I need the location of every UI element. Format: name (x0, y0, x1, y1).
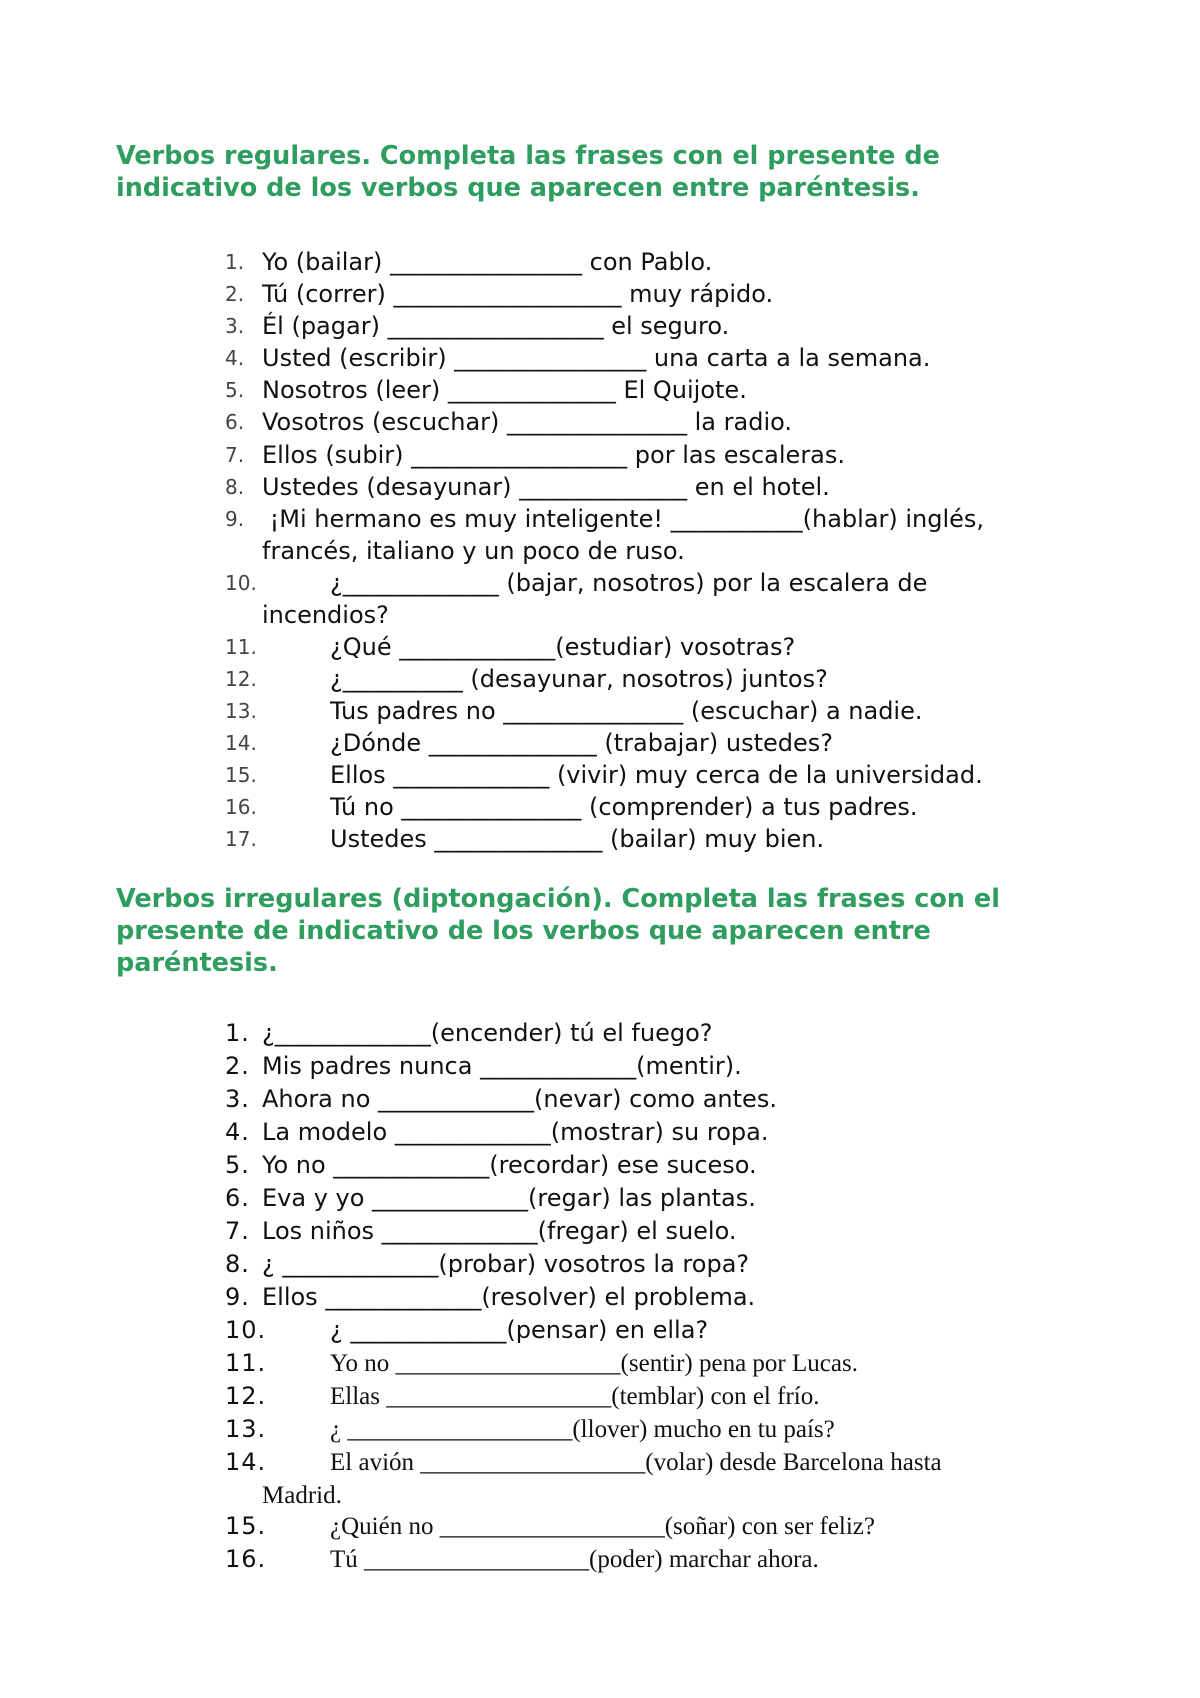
item-text: Usted (escribir) ________________ una carta a la semana. (262, 344, 931, 373)
list-item (0, 1149, 1200, 1182)
item-text: Tú (correr) ___________________ muy rápido. (262, 280, 774, 309)
item-text-continuation: incendios? (262, 600, 389, 629)
item-number: 10. (225, 1316, 267, 1344)
item-text: Ellos _____________ (vivir) muy cerca de la universidad. (330, 761, 983, 790)
list-item (0, 1347, 1200, 1380)
item-number: 1. (225, 1019, 250, 1047)
list-item (0, 310, 1200, 342)
list-item (0, 1510, 1200, 1543)
item-number: 11. (225, 1349, 267, 1377)
item-text: ¿Dónde ______________ (trabajar) ustedes? (330, 729, 834, 758)
item-text-continuation: Madrid. (262, 1482, 342, 1509)
item-number: 9. (225, 506, 245, 531)
item-number: 13. (225, 698, 257, 723)
list-item (0, 631, 1200, 663)
heading-line: Verbos irregulares (diptongación). Completa las frases con el (116, 884, 1000, 914)
list-item (0, 1281, 1200, 1314)
item-number: 15. (225, 763, 257, 788)
item-number: 8. (225, 1250, 250, 1278)
item-number: 13. (225, 1415, 267, 1443)
list-item (0, 246, 1200, 278)
list-item (0, 278, 1200, 310)
heading-line: Verbos regulares. Completa las frases con el presente de (116, 141, 940, 171)
regular-verbs-exercise-list (0, 246, 1200, 855)
item-number: 12. (225, 1382, 267, 1410)
list-item (0, 1182, 1200, 1215)
item-number: 16. (225, 795, 257, 820)
item-text: Tus padres no _______________ (escuchar) a nadie. (330, 696, 923, 725)
item-number: 1. (225, 250, 245, 274)
item-number: 7. (225, 1217, 250, 1245)
item-text: Yo no _____________(recordar) ese suceso. (262, 1151, 757, 1179)
item-text: ¿__________ (desayunar, nosotros) juntos? (330, 664, 828, 693)
item-text: ¿ __________________(llover) mucho en tu país? (330, 1416, 835, 1443)
irregular-verbs-exercise-list (0, 1017, 1200, 1576)
list-item (0, 342, 1200, 374)
item-number: 17. (225, 827, 257, 852)
list-item (0, 1017, 1200, 1050)
item-number: 9. (225, 1283, 250, 1311)
list-item (0, 1413, 1200, 1446)
list-item (0, 1380, 1200, 1413)
list-item (0, 439, 1200, 471)
item-number: 2. (225, 1052, 250, 1080)
item-number: 5. (225, 378, 245, 403)
item-text: Ustedes (desayunar) ______________ en el hotel. (262, 472, 830, 501)
list-item (0, 727, 1200, 759)
item-text: Mis padres nunca _____________(mentir). (262, 1052, 742, 1080)
item-number: 4. (225, 346, 245, 371)
item-text: Ellos (subir) __________________ por las escaleras. (262, 440, 846, 469)
list-item (0, 663, 1200, 695)
list-item (0, 374, 1200, 406)
item-text: Los niños _____________(fregar) el suelo. (262, 1217, 737, 1245)
item-number: 15. (225, 1512, 267, 1540)
item-number: 6. (225, 1184, 250, 1212)
list-item (0, 1314, 1200, 1347)
item-number: 7. (225, 442, 245, 467)
item-text: ¡Mi hermano es muy inteligente! ___________(hablar) inglés, (262, 504, 985, 533)
list-item (0, 1543, 1200, 1576)
item-text: Ellas __________________(temblar) con el frío. (330, 1383, 820, 1410)
list-item (0, 471, 1200, 503)
item-text: Nosotros (leer) ______________ El Quijote. (262, 376, 747, 405)
item-text: Yo (bailar) ________________ con Pablo. (262, 248, 713, 276)
section-heading-regular-verbs (116, 140, 1116, 204)
heading-line: presente de indicativo de los verbos que aparecen entre (116, 916, 931, 946)
heading-line: indicativo de los verbos que aparecen entre paréntesis. (116, 173, 920, 203)
item-text: Él (pagar) __________________ el seguro. (262, 312, 730, 341)
item-text-continuation: francés, italiano y un poco de ruso. (262, 536, 685, 565)
item-number: 6. (225, 410, 245, 435)
list-item (0, 1248, 1200, 1281)
list-item (0, 406, 1200, 438)
list-item (0, 823, 1200, 855)
item-text: Tú no _______________ (comprender) a tus padres. (330, 793, 918, 822)
list-item (0, 759, 1200, 791)
item-text: ¿_____________(encender) tú el fuego? (262, 1019, 713, 1047)
item-number: 14. (225, 731, 257, 756)
list-item (0, 695, 1200, 727)
section-heading-irregular-verbs (116, 883, 1116, 979)
item-number: 10. (225, 570, 257, 595)
item-text: ¿_____________ (bajar, nosotros) por la escalera de (330, 568, 928, 597)
item-text: Ahora no _____________(nevar) como antes. (262, 1085, 777, 1113)
list-item (0, 503, 1200, 567)
item-number: 12. (225, 666, 257, 691)
item-text: La modelo _____________(mostrar) su ropa. (262, 1118, 769, 1146)
item-number: 8. (225, 474, 245, 499)
item-text: ¿ _____________(probar) vosotros la ropa? (262, 1250, 750, 1278)
list-item (0, 1446, 1200, 1510)
item-text: Vosotros (escuchar) _______________ la radio. (262, 408, 793, 437)
item-text: Ustedes ______________ (bailar) muy bien. (330, 825, 825, 854)
list-item (0, 1083, 1200, 1116)
heading-line: paréntesis. (116, 948, 278, 978)
item-number: 16. (225, 1545, 267, 1573)
list-item (0, 1116, 1200, 1149)
list-item (0, 791, 1200, 823)
item-number: 3. (225, 1085, 250, 1113)
item-number: 3. (225, 314, 245, 339)
item-text: Tú __________________(poder) marchar ahora. (330, 1546, 819, 1573)
item-text: El avión __________________(volar) desde Barcelona hasta (330, 1449, 942, 1476)
item-number: 2. (225, 282, 245, 307)
list-item (0, 1050, 1200, 1083)
item-text: Ellos _____________(resolver) el problema. (262, 1283, 756, 1311)
item-number: 11. (225, 634, 257, 659)
list-item (0, 567, 1200, 631)
item-text: ¿Quién no __________________(soñar) con ser feliz? (330, 1513, 875, 1540)
item-number: 4. (225, 1118, 250, 1146)
item-text: Eva y yo _____________(regar) las plantas. (262, 1184, 756, 1212)
item-text: Yo no __________________(sentir) pena por Lucas. (330, 1350, 858, 1377)
item-number: 5. (225, 1151, 250, 1179)
list-item (0, 1215, 1200, 1248)
item-text: ¿Qué _____________(estudiar) vosotras? (330, 632, 796, 661)
item-number: 14. (225, 1448, 267, 1476)
item-text: ¿ _____________(pensar) en ella? (330, 1316, 709, 1344)
